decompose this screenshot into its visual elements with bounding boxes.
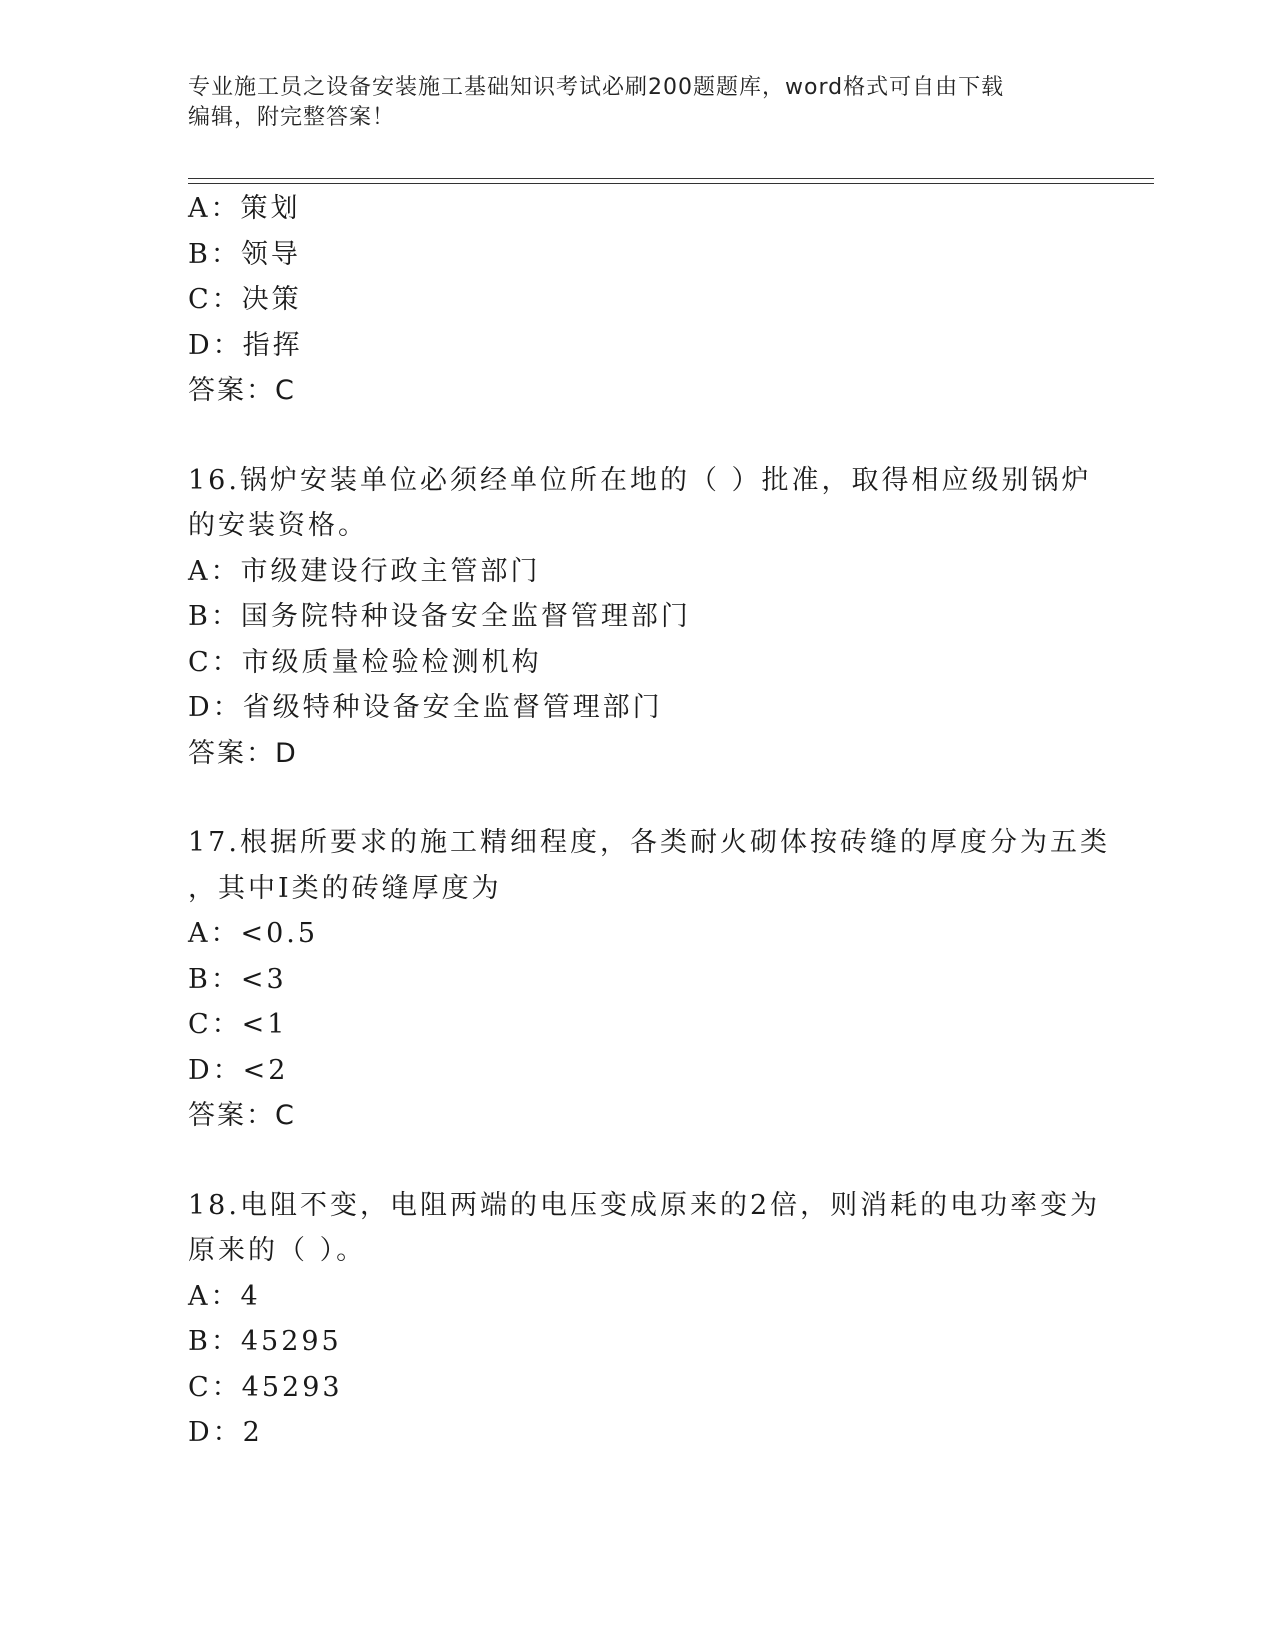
header-line-2: 编辑，附完整答案！ [188, 105, 396, 130]
option-d: D：<2 [188, 1054, 289, 1086]
document-header [188, 73, 1088, 133]
question-content [188, 186, 1110, 1456]
option-d: D：指挥 [188, 329, 303, 361]
option-c: C：市级质量检验检测机构 [188, 646, 542, 678]
header-line-1: 专业施工员之设备安装施工基础知识考试必刷200题题库，word格式可自由下载 [188, 75, 1005, 100]
option-c: C：决策 [188, 284, 302, 315]
option-d: D：2 [188, 1417, 263, 1448]
question-16-text-line-1: 16.锅炉安装单位必须经单位所在地的（ ）批准，取得相应级别锅炉 [188, 464, 1092, 496]
question-18-text-line-2: 原来的（ ）。 [188, 1235, 367, 1266]
option-a: A：策划 [188, 193, 301, 224]
header-divider-bottom [188, 183, 1154, 184]
option-b: B：45295 [188, 1326, 342, 1357]
question-15-block [188, 186, 1088, 414]
question-17-block [188, 820, 1110, 1139]
option-c: C：45293 [188, 1371, 343, 1403]
answer-line: 答案：D [188, 737, 298, 769]
option-a: A：市级建设行政主管部门 [188, 555, 541, 587]
question-18-text-line-1: 18.电阻不变，电阻两端的电压变成原来的2倍，则消耗的电功率变为 [188, 1189, 1101, 1221]
option-a: A：4 [188, 1280, 261, 1312]
option-c: C：<1 [188, 1009, 288, 1040]
header-divider-top [188, 178, 1154, 179]
question-17-text-line-2: ，其中Ⅰ类的砖缝厚度为 [188, 872, 502, 904]
answer-line: 答案：C [188, 1100, 296, 1131]
option-b: B：领导 [188, 238, 301, 270]
option-a: A：<0.5 [188, 918, 319, 949]
option-d: D：省级特种设备安全监督管理部门 [188, 692, 663, 723]
question-16-text-line-2: 的安装资格。 [188, 510, 368, 541]
option-b: B：国务院特种设备安全监督管理部门 [188, 601, 691, 632]
question-16-block [188, 458, 1092, 777]
question-17-text-line-1: 17.根据所要求的施工精细程度，各类耐火砌体按砖缝的厚度分为五类 [188, 827, 1110, 858]
option-b: B：<3 [188, 963, 287, 995]
answer-line: 答案：C [188, 375, 296, 406]
question-18-block [188, 1183, 1101, 1456]
